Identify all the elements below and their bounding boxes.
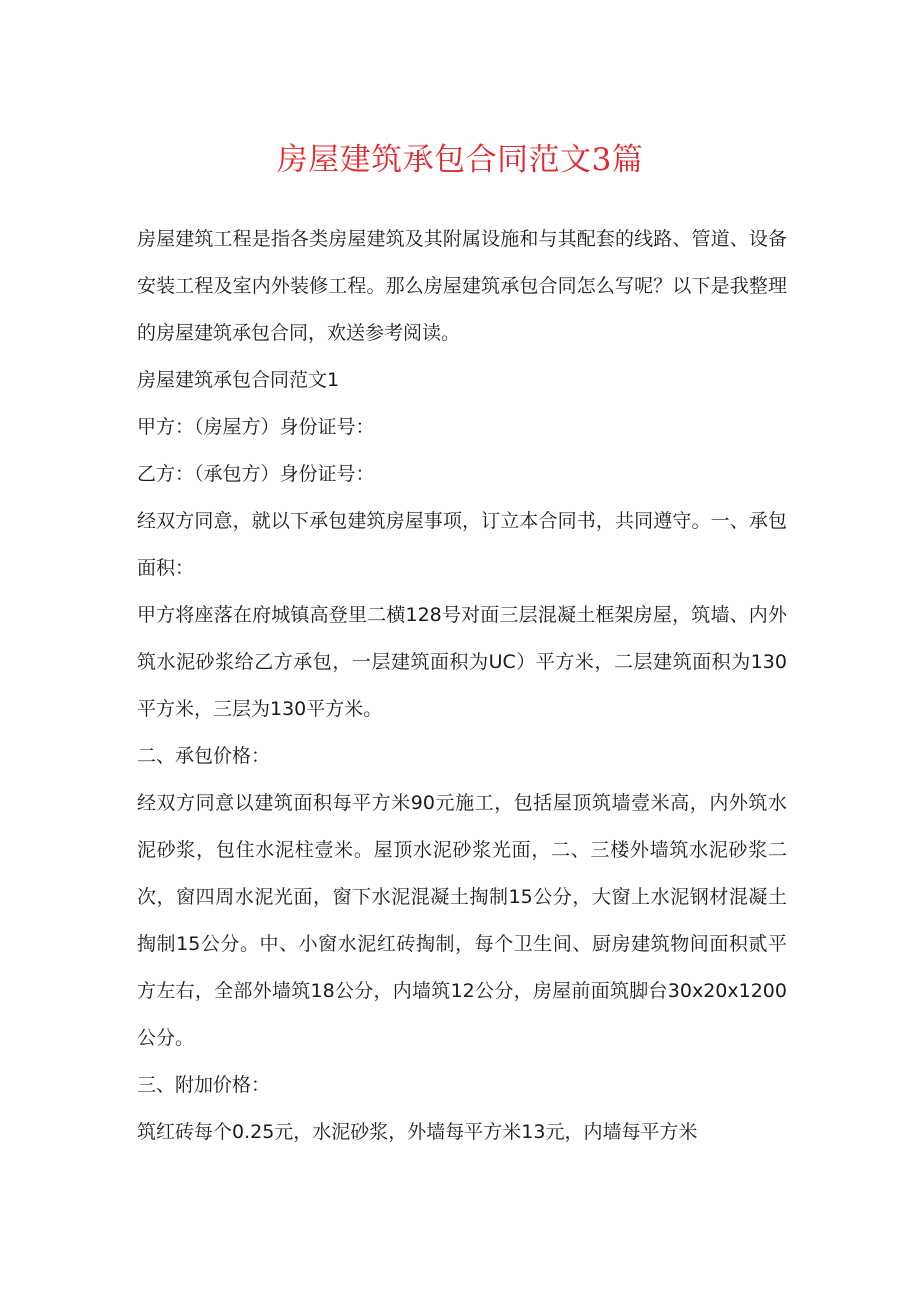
- section-heading-price: 二、承包价格：: [137, 745, 271, 767]
- section-heading-sample-1: 房屋建筑承包合同范文1: [137, 369, 340, 391]
- document-body: [137, 216, 787, 1156]
- extra-price-paragraph: 筑红砖每个0.25元，水泥砂浆，外墙每平方米13元，内墙每平方米: [137, 1121, 698, 1143]
- document-title: 房屋建筑承包合同范文3篇: [276, 142, 644, 178]
- area-paragraph: 甲方将座落在府城镇高登里二横128号对面三层混凝土框架房屋，筑墙、内外筑水泥砂浆给乙方承包，一层建筑面积为UC）平方米，二层建筑面积为130平方米，三层为130平方米。: [137, 604, 787, 720]
- price-paragraph: 经双方同意以建筑面积每平方米90元施工，包括屋顶筑墙壹米高，内外筑水泥砂浆，包住水泥柱壹米。屋顶水泥砂浆光面，二、三楼外墙筑水泥砂浆二次，窗四周水泥光面，窗下水泥混凝土掏制15公分，大窗上水泥钢材混凝土掏制15公分。中、小窗水泥红砖掏制，每个卫生间、厨房建筑物间面积贰平方左右，全部外墙筑18公分，内墙筑12公分，房屋前面筑脚台30x20x1200公分。: [137, 792, 787, 1049]
- intro-paragraph: 房屋建筑工程是指各类房屋建筑及其附属设施和与其配套的线路、管道、设备安装工程及室内外装修工程。那么房屋建筑承包合同怎么写呢？以下是我整理的房屋建筑承包合同，欢送参考阅读。: [137, 228, 787, 344]
- party-b-line: 乙方：（承包方）身份证号：: [137, 463, 375, 485]
- party-a-line: 甲方：（房屋方）身份证号：: [137, 416, 375, 438]
- section-heading-extra-price: 三、附加价格：: [137, 1074, 271, 1096]
- agreement-paragraph: 经双方同意，就以下承包建筑房屋事项，订立本合同书，共同遵守。一、承包面积：: [137, 510, 787, 579]
